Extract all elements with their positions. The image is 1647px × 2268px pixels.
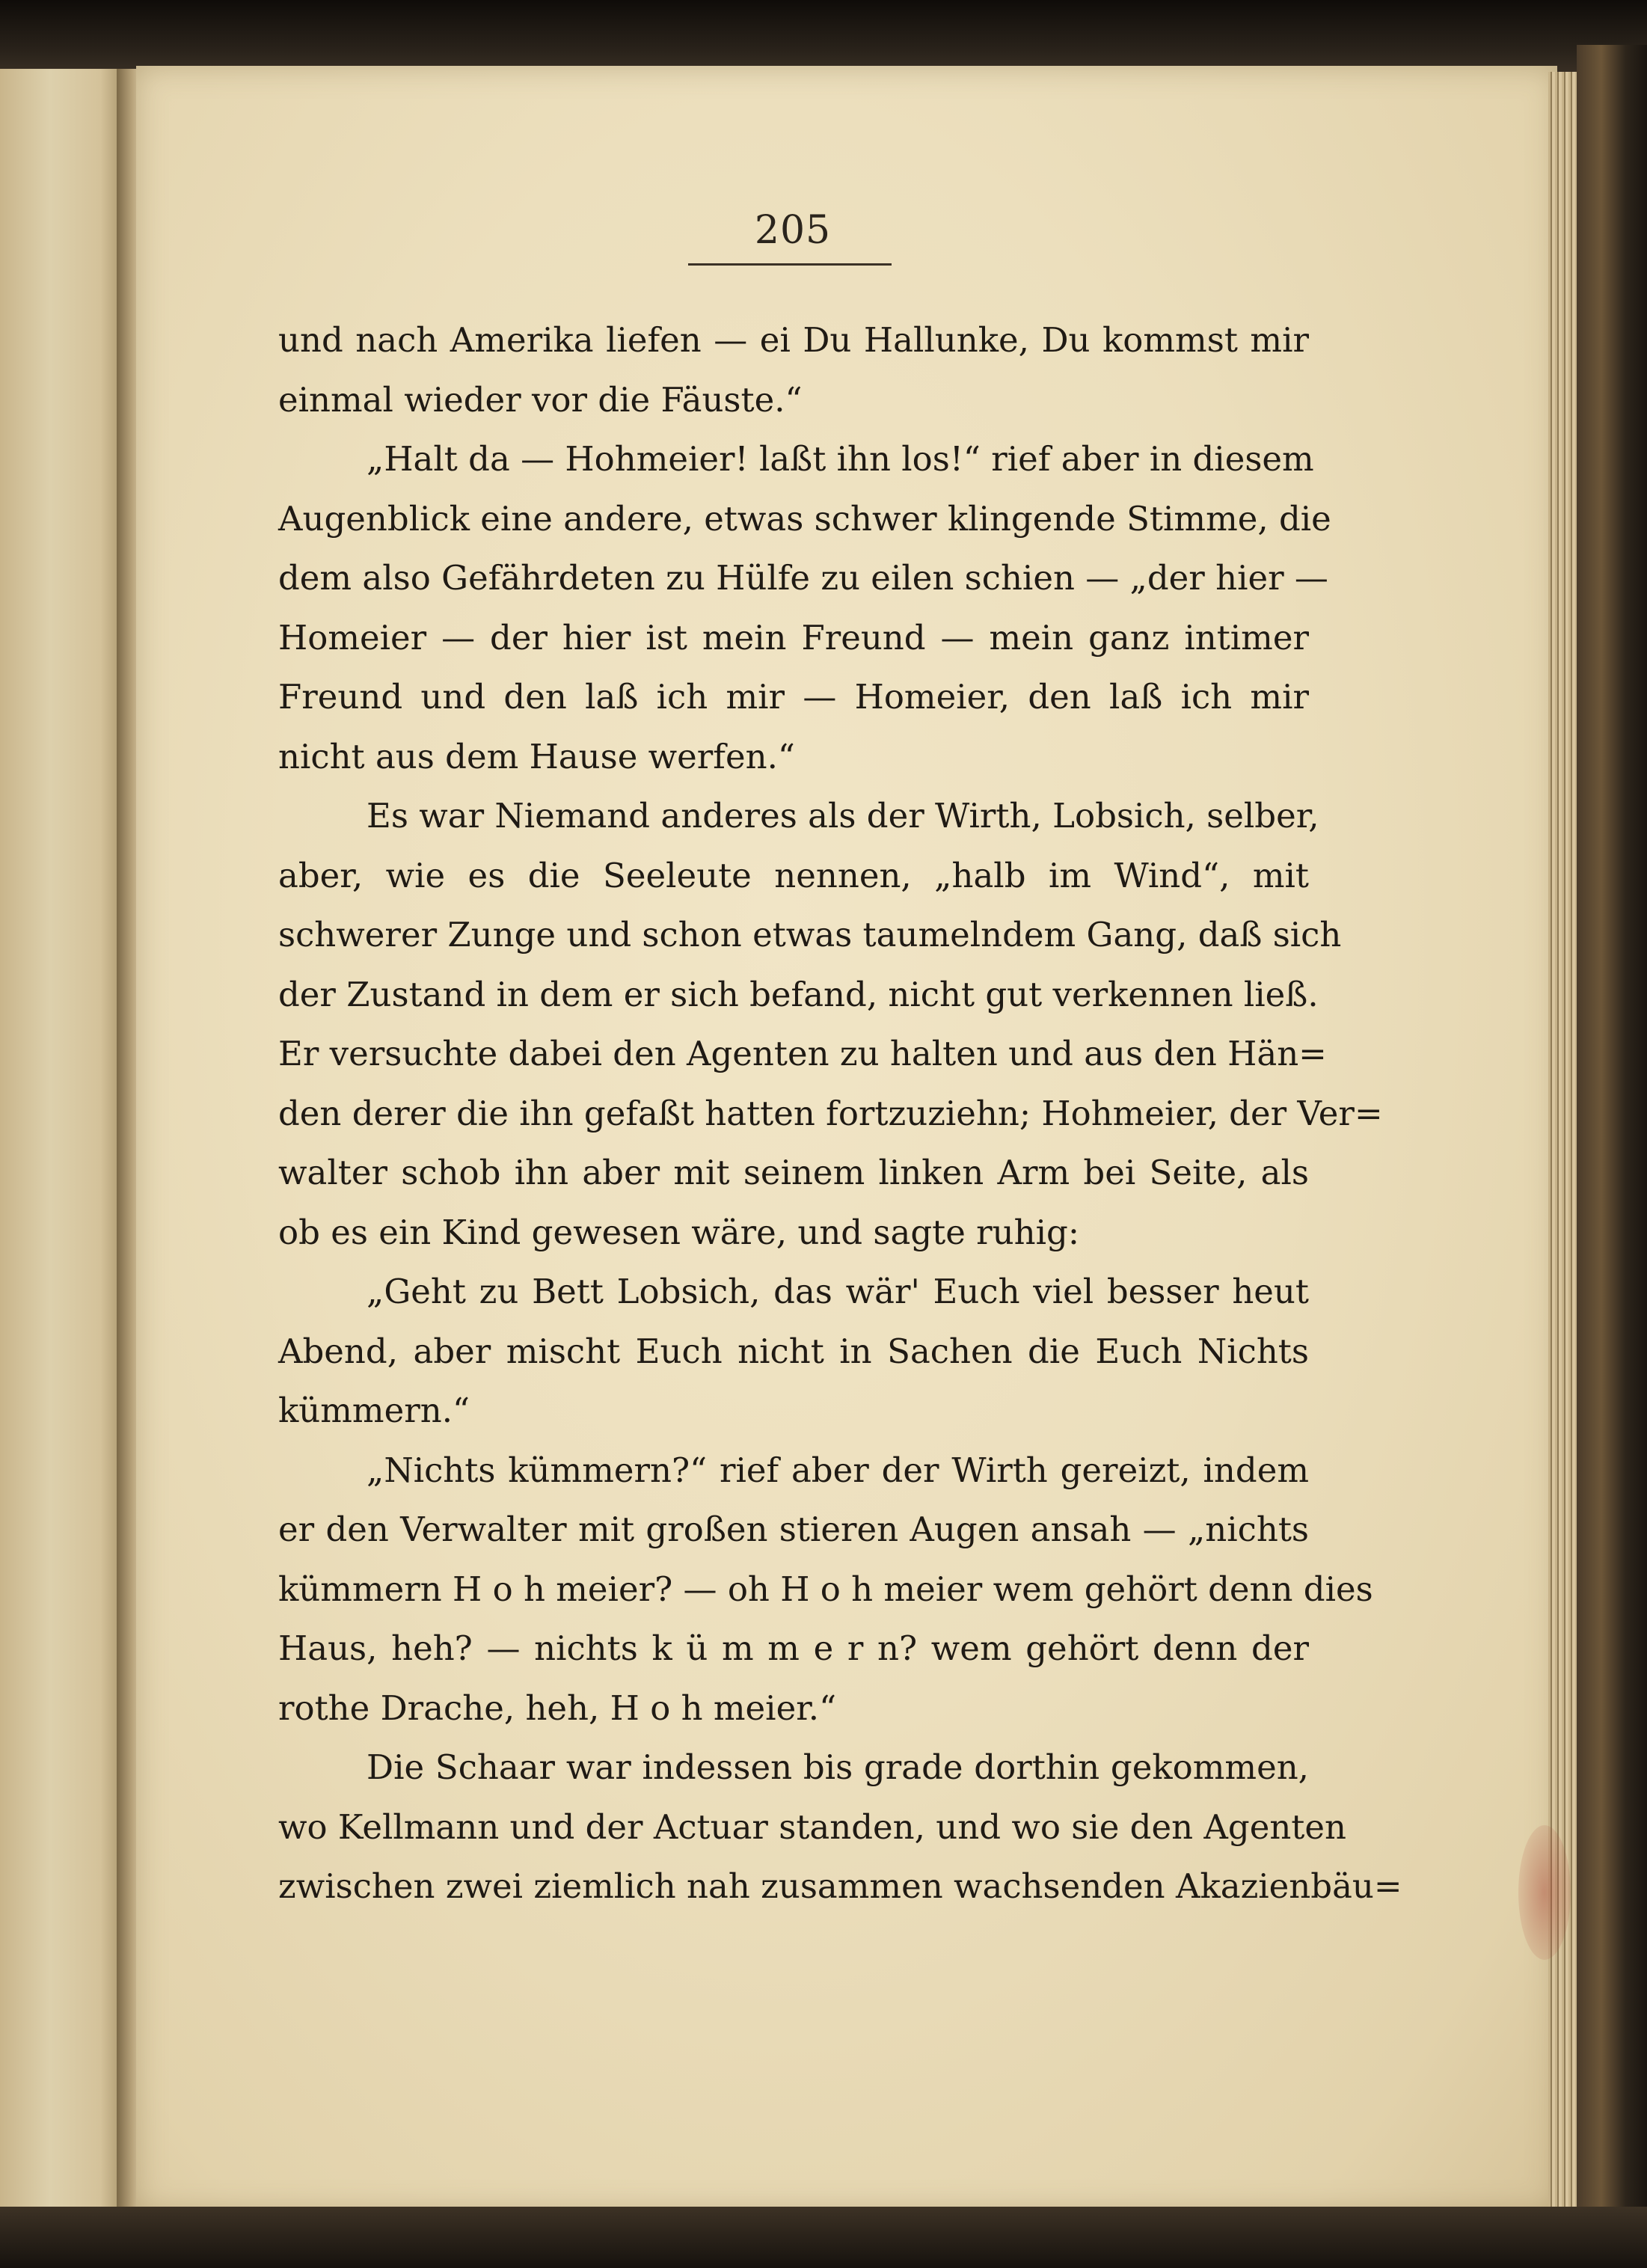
text-line: Er versuchte dabei den Agenten zu halten und aus den Hän= (278, 1034, 1327, 1073)
body-text (278, 310, 1402, 1916)
text-line: Augenblick eine andere, etwas schwer klingende Stimme, die (278, 498, 1331, 539)
text-line: wo Kellmann und der Actuar standen, und wo sie den Agenten (278, 1806, 1347, 1847)
left-page-edge (0, 69, 128, 2208)
text-line: einmal wieder vor die Fäuste.“ (278, 379, 803, 420)
binding-bottom (0, 2207, 1647, 2268)
text-line: Freund und den laß ich mir — Homeier, den laß ich mir (278, 677, 1309, 717)
text-line: Haus, heh? — nichts k ü m m e r n? wem gehört denn der (278, 1628, 1309, 1668)
text-line: er den Verwalter mit großen stieren Augen ansah — „nichts (278, 1510, 1309, 1549)
text-line: zwischen zwei ziemlich nah zusammen wachsenden Akazienbäu= (278, 1866, 1402, 1906)
text-line: „Halt da — Hohmeier! laßt ihn los!“ rief aber in diesem (366, 439, 1314, 479)
stain-mark (1518, 1825, 1571, 1960)
text-line: Homeier — der hier ist mein Freund — mein ganz intimer (278, 617, 1309, 658)
text-line: aber, wie es die Seeleute nennen, „halb im Wind“, mit (278, 855, 1309, 895)
text-line: Abend, aber mischt Euch nicht in Sachen die Euch Nichts (278, 1331, 1309, 1371)
text-line: rothe Drache, heh, H o h meier.“ (278, 1688, 837, 1728)
text-line: walter schob ihn aber mit seinem linken Arm bei Seite, als (278, 1153, 1309, 1192)
book-cover (1577, 45, 1647, 2268)
text-line: nicht aus dem Hause werfen.“ (278, 736, 795, 776)
text-line: Es war Niemand anderes als der Wirth, Lobsich, selber, (366, 796, 1319, 836)
text-line: Die Schaar war indessen bis grade dorthin gekommen, (366, 1747, 1309, 1787)
text-line: dem also Gefährdeten zu Hülfe zu eilen schien — „der hier — (278, 558, 1328, 598)
page-number: 205 (754, 208, 832, 253)
text-line: der Zustand in dem er sich befand, nicht gut verkennen ließ. (278, 974, 1319, 1014)
text-line: den derer die ihn gefaßt hatten fortzuziehn; Hohmeier, der Ver= (278, 1093, 1383, 1133)
binding-top (0, 0, 1647, 75)
text-line: und nach Amerika liefen — ei Du Hallunke, Du kommst mir (278, 320, 1309, 360)
text-line: kümmern.“ (278, 1391, 470, 1430)
text-line: „Geht zu Bett Lobsich, das wär' Euch viel besser heut (366, 1272, 1309, 1311)
text-line: schwerer Zunge und schon etwas taumelndem Gang, daß sich (278, 915, 1342, 954)
header-rule (688, 263, 892, 266)
text-line: kümmern H o h meier? — oh H o h meier wem gehört denn dies (278, 1569, 1373, 1609)
text-line: ob es ein Kind gewesen wäre, und sagte ruhig: (278, 1212, 1079, 1252)
text-line: „Nichts kümmern?“ rief aber der Wirth gereizt, indem (366, 1450, 1309, 1490)
